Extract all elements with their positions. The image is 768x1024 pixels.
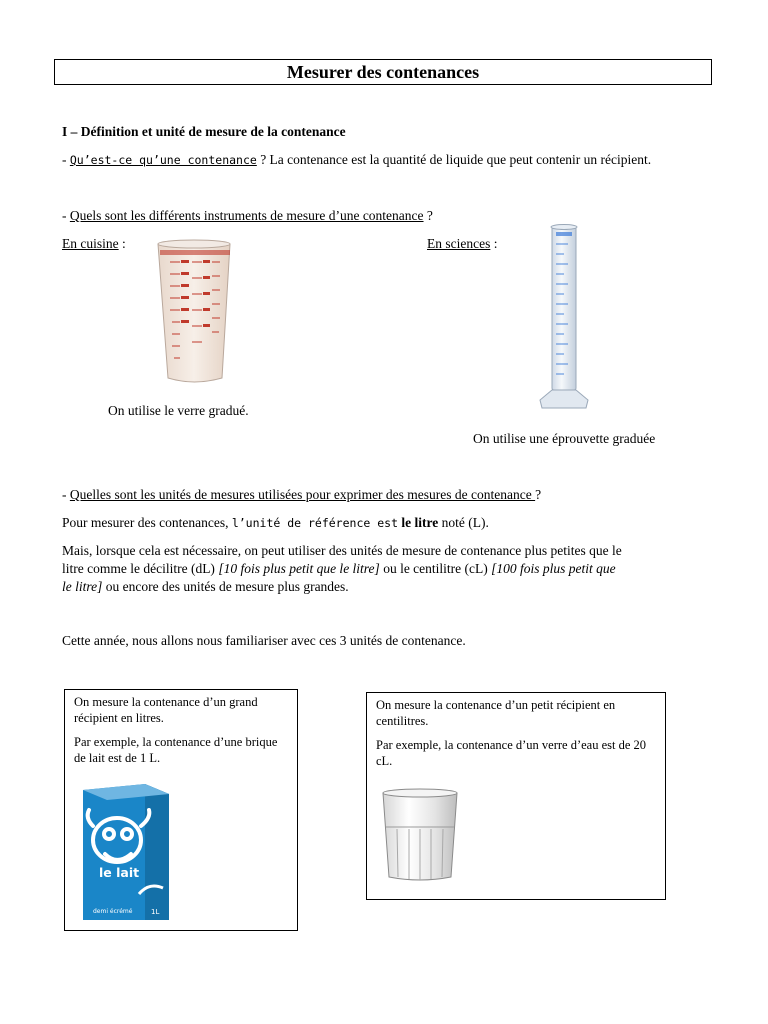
colon: : (490, 236, 498, 251)
section-heading: I – Définition et unité de mesure de la contenance (62, 124, 346, 139)
carton-volume: 1L (151, 908, 160, 916)
science-label: En sciences (427, 236, 491, 251)
litre-box-text-2: Par exemple, la contenance d’une brique de lait est de 1 L. (74, 735, 278, 765)
reference-unit-line (62, 515, 489, 531)
carton-brand: le lait (99, 865, 140, 880)
text: litre comme le décilitre (dL) (62, 561, 219, 576)
centilitre-note: [100 fois plus petit que (491, 561, 616, 576)
question-instruments-text: Quels sont les différents instruments de mesure d’une contenance (69, 208, 424, 223)
water-glass-image (379, 787, 461, 883)
dash: - (62, 208, 70, 223)
milk-carton-drawing (79, 782, 173, 922)
graduated-cylinder-image (532, 224, 596, 414)
dash: - (62, 487, 70, 502)
definition-answer: ? La contenance est la quantité de liquide que peut contenir un récipient. (256, 152, 652, 167)
centilitre-box-text-2: Par exemple, la contenance d’un verre d’eau est de 20 cL. (376, 738, 647, 768)
milk-carton-image (79, 782, 173, 922)
question-definition-text: Qu’est-ce qu’une contenance (69, 153, 257, 167)
text: ou encore des unités de mesure plus grandes. (102, 579, 349, 594)
litre-box (64, 689, 298, 931)
science-label-line (427, 236, 498, 252)
kitchen-caption: On utilise le verre gradué. (108, 403, 249, 418)
year-statement: Cette année, nous allons nous familiariser avec ces 3 unités de contenance. (62, 633, 466, 648)
text: ou le centilitre (cL) (379, 561, 492, 576)
kitchen-label: En cuisine (62, 236, 119, 251)
dash: - (62, 152, 70, 167)
litre-box-text-1: On mesure la contenance d’un grand récipient en litres. (74, 695, 258, 725)
question-mark: ? (423, 208, 433, 223)
centilitre-note-end: le litre] (62, 579, 103, 594)
reference-unit-litre: le litre (398, 515, 439, 530)
colon: : (118, 236, 126, 251)
reference-end: noté (L). (438, 515, 489, 530)
measuring-glass-image (150, 238, 240, 386)
units-paragraph (62, 542, 712, 596)
kitchen-label-line (62, 236, 126, 252)
question-units (62, 487, 541, 503)
reference-mid: l’unité de référence est (231, 516, 398, 530)
page-title: Mesurer des contenances (54, 59, 712, 85)
decilitre-note: [10 fois plus petit que le litre] (218, 561, 380, 576)
science-caption: On utilise une éprouvette graduée (473, 431, 656, 446)
centilitre-box-text-1: On mesure la contenance d’un petit récipient en centilitres. (376, 698, 616, 728)
units-paragraph-line-2 (62, 560, 712, 578)
carton-sub: demi écrémé (93, 908, 133, 915)
centilitre-box (366, 692, 666, 900)
question-instruments (62, 208, 433, 224)
question-units-text: Quelles sont les unités de mesures utilisées pour exprimer des mesures de contenance (69, 487, 536, 502)
question-mark: ? (535, 487, 542, 502)
reference-pre: Pour mesurer des contenances, (62, 515, 232, 530)
units-paragraph-line-1: Mais, lorsque cela est nécessaire, on peut utiliser des unités de mesure de contenance plus petites que le (62, 543, 622, 558)
question-definition (62, 152, 651, 168)
units-paragraph-line-3 (62, 578, 712, 596)
